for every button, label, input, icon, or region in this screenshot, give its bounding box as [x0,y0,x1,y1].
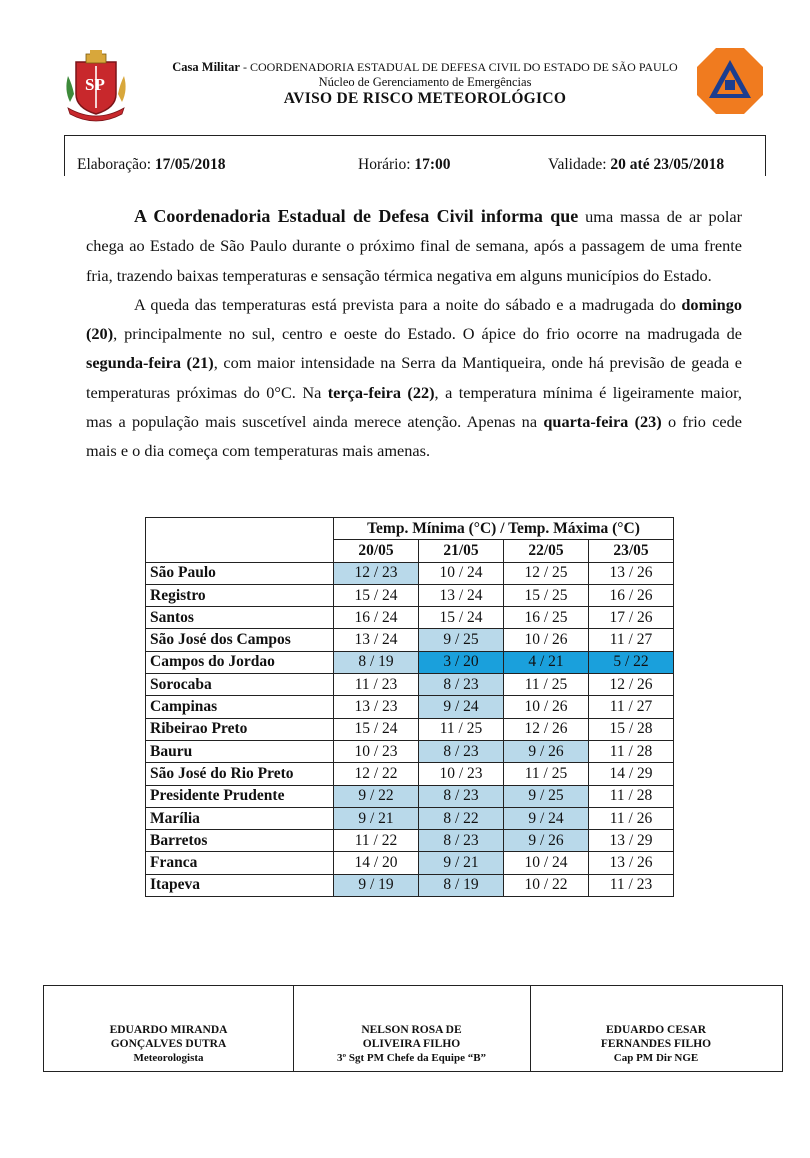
temperature-cell: 13 / 26 [589,562,674,584]
signature-meteorologist [44,1023,293,1065]
temperature-cell: 15 / 24 [334,584,419,606]
defesa-civil-logo [695,46,765,116]
date-header: 22/05 [504,540,589,562]
paragraph-2-text: , a temperatura mínima é ligeiramente maior, mas a população mais suscetível ainda merece atenção. Apenas na [86,382,742,432]
city-name: Marília [146,807,334,829]
temperature-cell: 9 / 21 [334,807,419,829]
temperature-cell: 3 / 20 [419,651,504,673]
temperature-cell: 8 / 19 [334,651,419,673]
horario-value: 17:00 [414,156,451,173]
city-name: Registro [146,584,334,606]
temperature-cell: 9 / 25 [419,629,504,651]
signature-team-chief [293,1023,530,1065]
table-corner-cell [146,518,334,563]
paragraph-2-text: A queda das temperaturas está prevista para a noite do sábado e a madrugada do [134,294,682,314]
temperature-cell: 14 / 29 [589,763,674,785]
temperature-cell: 8 / 23 [419,785,504,807]
city-name: São Paulo [146,562,334,584]
city-name: Itapeva [146,874,334,896]
temperature-cell: 10 / 26 [504,696,589,718]
city-name: Franca [146,852,334,874]
header-line-2: Núcleo de Gerenciamento de Emergências [318,75,532,89]
elaboracao-label: Elaboração: [77,156,155,173]
temperature-cell: 16 / 25 [504,607,589,629]
temperature-cell: 17 / 26 [589,607,674,629]
signature-name: EDUARDO CESAR [606,1024,706,1036]
temperature-cell: 12 / 22 [334,763,419,785]
city-name: São José do Rio Preto [146,763,334,785]
temperature-cell: 11 / 26 [589,807,674,829]
paragraph-2-segunda: segunda-feira (21) [86,353,214,373]
date-header: 21/05 [419,540,504,562]
signature-name: EDUARDO MIRANDA [109,1024,228,1036]
temperature-cell: 11 / 22 [334,830,419,852]
temperature-cell: 12 / 23 [334,562,419,584]
paragraph-1-lead: A Coordenadoria Estadual de Defesa Civil informa que [134,206,579,226]
paragraph-1-rest: uma massa de ar polar chega ao Estado de São Paulo durante o próximo final de semana, após a passagem de uma frente fria, trazendo baixas temperaturas e sensação térmica negativa em alguns municípios do Estado. [86,207,743,285]
temperature-cell: 8 / 23 [419,740,504,762]
document-title: AVISO DE RISCO METEOROLÓGICO [283,90,567,107]
paragraph-2-text: , principalmente no sul, centro e oeste do Estado. O ápice do frio ocorre na madrugada de [113,324,742,344]
table-row [146,740,674,762]
temperature-cell: 9 / 21 [419,852,504,874]
logo-sp-text: SP [85,75,105,94]
paragraph-2-text: o frio cede mais e o dia começa com temperaturas mais amenas. [86,412,743,461]
signature-role: 3º Sgt PM Chefe da Equipe “B” [336,1052,487,1064]
city-name: Ribeirao Preto [146,718,334,740]
sao-paulo-coat-of-arms-logo [62,50,130,122]
table-title-row [146,518,674,540]
temperature-table [145,517,674,897]
city-name: Sorocaba [146,674,334,696]
signature-name: GONÇALVES DUTRA [110,1038,227,1050]
signature-name: NELSON ROSA DE [361,1024,462,1036]
temperature-cell: 10 / 23 [419,763,504,785]
temperature-cell: 9 / 22 [334,785,419,807]
signature-name: OLIVEIRA FILHO [362,1038,461,1050]
temperature-cell: 8 / 19 [419,874,504,896]
temperature-cell: 13 / 24 [334,629,419,651]
table-row [146,674,674,696]
paragraph-2-quarta: quarta-feira (23) [543,412,662,432]
elaboracao-value: 17/05/2018 [154,156,226,173]
paragraph-2-domingo: domingo (20) [86,294,742,344]
temperature-cell: 11 / 27 [589,696,674,718]
temperature-cell: 16 / 24 [334,607,419,629]
validade-field [548,156,724,174]
bulletin-text [86,202,742,466]
table-row [146,807,674,829]
paragraph-1 [86,202,742,290]
temperature-cell: 13 / 23 [334,696,419,718]
paragraph-2 [86,290,742,466]
temperature-cell: 9 / 24 [419,696,504,718]
temperature-cell: 11 / 25 [419,718,504,740]
signature-name: FERNANDES FILHO [600,1038,712,1050]
signature-role: Meteorologista [133,1052,204,1064]
header-casa-militar: Casa Militar [172,60,240,74]
table-row [146,629,674,651]
temperature-cell: 10 / 26 [504,629,589,651]
table-row [146,830,674,852]
table-row [146,584,674,606]
validade-label: Validade: [548,156,611,173]
header-coordenadoria: - COORDENADORIA ESTADUAL DE DEFESA CIVIL DO ESTADO DE SÃO PAULO [239,60,678,74]
signature-block [43,985,783,1072]
temperature-cell: 11 / 27 [589,629,674,651]
temperature-cell: 11 / 28 [589,785,674,807]
temperature-cell: 13 / 24 [419,584,504,606]
city-name: Campos do Jordao [146,651,334,673]
city-name: Bauru [146,740,334,762]
temperature-cell: 16 / 26 [589,584,674,606]
temperature-cell: 11 / 23 [334,674,419,696]
temperature-cell: 15 / 28 [589,718,674,740]
temperature-cell: 8 / 22 [419,807,504,829]
paragraph-2-text: , com maior intensidade na Serra da Mantiqueira, onde há previsão de geada e temperaturas próximas do 0°C. Na [86,353,742,402]
temperature-cell: 13 / 29 [589,830,674,852]
elaboracao-field [77,156,226,174]
table-row [146,852,674,874]
signature-role: Cap PM Dir NGE [613,1052,699,1064]
temperature-cell: 9 / 25 [504,785,589,807]
temperature-cell: 15 / 24 [419,607,504,629]
table-title: Temp. Mínima (°C) / Temp. Máxima (°C) [334,518,674,540]
table-row [146,607,674,629]
temperature-cell: 11 / 23 [589,874,674,896]
table-row [146,763,674,785]
city-name: Campinas [146,696,334,718]
temperature-cell: 15 / 24 [334,718,419,740]
city-name: Barretos [146,830,334,852]
temperature-cell: 11 / 25 [504,674,589,696]
temperature-cell: 8 / 23 [419,830,504,852]
temperature-cell: 4 / 21 [504,651,589,673]
city-name: Santos [146,607,334,629]
temperature-cell: 10 / 23 [334,740,419,762]
temperature-cell: 12 / 26 [504,718,589,740]
temperature-cell: 11 / 28 [589,740,674,762]
table-row [146,874,674,896]
city-name: São José dos Campos [146,629,334,651]
temperature-cell: 10 / 24 [419,562,504,584]
temperature-cell: 14 / 20 [334,852,419,874]
table-row [146,718,674,740]
table-row [146,651,674,673]
validade-value: 20 até 23/05/2018 [610,156,725,173]
table-row [146,696,674,718]
table-row [146,562,674,584]
temperature-cell: 12 / 25 [504,562,589,584]
temperature-cell: 9 / 19 [334,874,419,896]
date-header: 20/05 [334,540,419,562]
temperature-cell: 13 / 26 [589,852,674,874]
horario-field [358,156,451,174]
temperature-cell: 9 / 26 [504,740,589,762]
table-row [146,785,674,807]
date-header: 23/05 [589,540,674,562]
temperature-cell: 10 / 24 [504,852,589,874]
temperature-cell: 5 / 22 [589,651,674,673]
temperature-cell: 9 / 24 [504,807,589,829]
header-line-1 [160,60,690,74]
city-name: Presidente Prudente [146,785,334,807]
temperature-cell: 15 / 25 [504,584,589,606]
temperature-cell: 10 / 22 [504,874,589,896]
paragraph-2-terca: terça-feira (22) [327,382,435,402]
temperature-cell: 11 / 25 [504,763,589,785]
horario-label: Horário: [358,156,415,173]
temperature-cell: 12 / 26 [589,674,674,696]
temperature-cell: 8 / 23 [419,674,504,696]
signature-director [530,1023,782,1065]
temperature-cell: 9 / 26 [504,830,589,852]
